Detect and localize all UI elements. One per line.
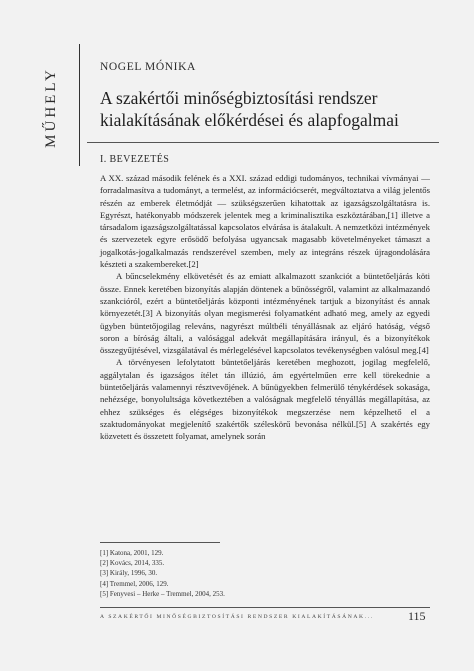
paragraph: A XX. század második felének és a XXI. század eddigi tudományos, technikai vívmányai — forradalmasítva a tudományt, a termelést, az információcserét, megváltoztatva a világ jelentős részén az emberek életmódját — szükségszerűen kihatottak az igazságszolgáltatásra is. Egyrészt, hatékonyabb módszerek jelentek meg a kriminalisztika eszköztárában,[1] illetve a társadalom igazságszolgáltatással kapcsolatos elvárása is átalakult. A nemzetközi intézmények és szervezetek egyre erősödő befolyása ugyancsak magasabb követelményeket támaszt a jogalkotás-jogalkalmazás rendszerével szemben, mely az integráns részek újragondolására készteti a szakembereket.[2] (100, 173, 430, 270)
footer-divider (100, 607, 430, 608)
author-name: NOGEL MÓNIKA (100, 61, 196, 73)
footnote-divider (100, 542, 220, 543)
footnote: [4] Tremmel, 2006, 129. (100, 579, 169, 588)
footnote: [3] Király, 1996, 30. (100, 569, 158, 578)
page-number: 115 (408, 609, 426, 623)
section-heading: I. BEVEZETÉS (100, 154, 170, 165)
footnote: [2] Kovács, 2014, 335. (100, 559, 165, 568)
running-footer: A SZAKÉRTŐI MINŐSÉGBIZTOSÍTÁSI RENDSZER KIALAKÍTÁSÁNAK... (100, 614, 374, 620)
footnote: [1] Katona, 2001, 129. (100, 549, 164, 557)
article-body (100, 172, 430, 443)
paragraph: A törvényesen lefolytatott büntetőeljárás keretében meghozott, jogilag megfelelő, aggálytalan és igazságos ítélet tán illúzió, ám egyértelműen erre kell törekednie a büntetőeljárás valamennyi résztvevőjének. A bűnügyekben felmerülő ténykérdések sokasága, nehézsége, bonyolultsága következtében a valóságnak megfelelő tényállás megállapítása, az ehhez szükséges és elégséges bizonyítékok megszerzése nem képzelhető el a szaktudományokat megjelenítő szakértők széleskörű bevonása nélkül.[5] A szakértés egy közvetett és összetett folyamat, amelynek során (100, 357, 430, 442)
footnote: [5] Fenyvesi – Herke – Tremmel, 2004, 253. (100, 589, 225, 598)
vertical-divider (79, 44, 80, 166)
section-label-text: MŰHELY (42, 66, 59, 148)
article-title: A szakértői minőségbiztosítási rendszer kialakításának előkérdései és alapfogalmai (100, 88, 399, 130)
title-divider (87, 142, 439, 143)
paragraph: A bűncselekmény elkövetését és az emiatt alkalmazott szankciót a büntetőeljárás köti össze. Ennek keretében bizonyítás alapján döntenek a bűnösségről, valamint az alkalmazandó szankcióról, ezért a büntetőeljárás központi intézményének tartjuk a bizonyítást és annak környezetét.[3] A bizonyítás olyan megismerési folyamatként adható meg, amely az egyedi ügyben büntetőjogilag releváns, nagyrészt múltbéli tényállásnak az eljáró hatóság, végső soron a bíróság általi, a valósággal adekvát megállapítására irányul, és a bizonyítékok összegyűjtésével, vizsgálatával és mérlegelésével kapcsolatos tevékenységben valósul meg.[4] (100, 271, 430, 356)
section-label (29, 52, 73, 162)
footnotes (100, 548, 400, 599)
